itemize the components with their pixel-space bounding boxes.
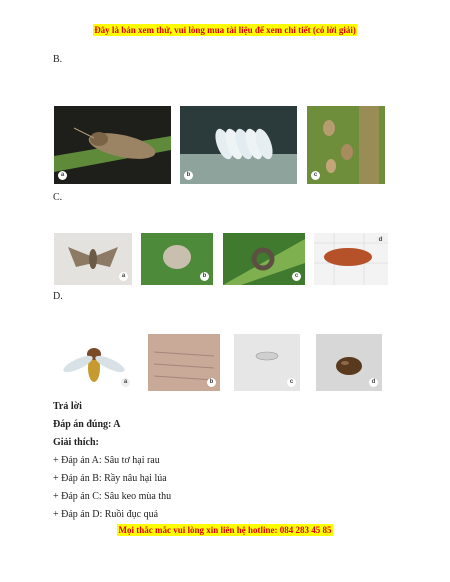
explanation-item: + Đáp án A: Sâu tơ hại rau bbox=[53, 455, 160, 466]
planthopper-eggs-photo bbox=[180, 106, 297, 184]
badge-c: c bbox=[287, 378, 296, 387]
planthopper-adult-photo bbox=[54, 106, 171, 184]
fruit-fly-adult-photo bbox=[54, 334, 134, 391]
armyworm-moth-photo bbox=[54, 233, 132, 285]
answer-section bbox=[53, 398, 171, 524]
badge-b: b bbox=[207, 378, 216, 387]
armyworm-pupa-photo bbox=[314, 233, 388, 285]
option-d-label: D. bbox=[53, 291, 63, 302]
armyworm-larva-photo bbox=[223, 233, 305, 285]
explanation-item: + Đáp án B: Rầy nâu hại lúa bbox=[53, 473, 167, 484]
badge-b: b bbox=[184, 171, 193, 180]
fruit-fly-eggs-photo bbox=[148, 334, 220, 391]
badge-c: c bbox=[311, 171, 320, 180]
correct-answer: Đáp án đúng: A bbox=[53, 419, 121, 430]
answer-heading: Trả lời bbox=[53, 401, 82, 412]
badge-a: a bbox=[119, 272, 128, 281]
hotline-text: Mọi thắc mắc vui lòng xin liên hệ hotline: 084 283 45 85 bbox=[118, 525, 332, 535]
explanation-heading: Giải thích: bbox=[53, 437, 99, 448]
option-b-label: B. bbox=[53, 54, 63, 65]
planthopper-nymphs-photo bbox=[307, 106, 385, 184]
badge-d: d bbox=[376, 236, 385, 245]
hotline-notice bbox=[0, 525, 450, 535]
badge-a: a bbox=[58, 171, 67, 180]
preview-notice-text: Đây là bản xem thử, vui lòng mua tài liệu để xem chi tiết (có lời giải) bbox=[94, 25, 356, 35]
badge-c: c bbox=[292, 272, 301, 281]
fruit-fly-larva-photo bbox=[234, 334, 300, 391]
fruit-fly-pupa-photo bbox=[316, 334, 382, 391]
badge-b: b bbox=[200, 272, 209, 281]
armyworm-eggs-photo bbox=[141, 233, 213, 285]
explanation-item: + Đáp án D: Ruồi đục quả bbox=[53, 509, 159, 520]
explanation-item: + Đáp án C: Sâu keo mùa thu bbox=[53, 491, 172, 502]
badge-a: a bbox=[121, 378, 130, 387]
preview-notice bbox=[0, 25, 450, 35]
badge-d: d bbox=[369, 378, 378, 387]
option-c-label: C. bbox=[53, 192, 63, 203]
